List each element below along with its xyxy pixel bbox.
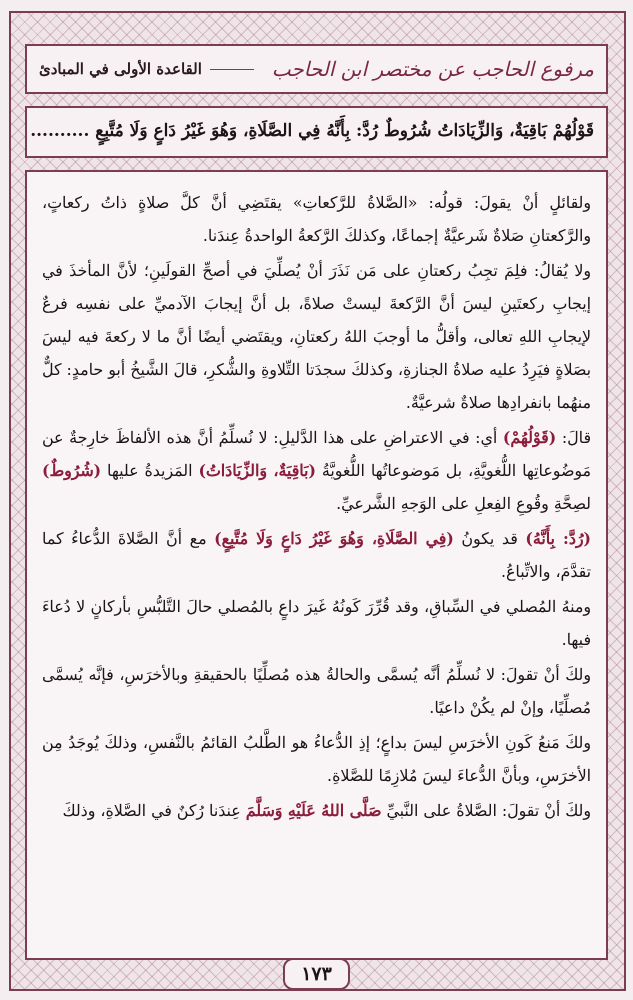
paragraph <box>42 186 591 252</box>
paragraph-text: عِندَنا رُكنٌ في الصَّلاةِ، وذلكَ <box>62 801 246 820</box>
quoted-matn-text: (شُرُوطٌ) <box>42 461 102 480</box>
paragraph-text: أي: في الاعتراضِ على هذا الدَّليلِ: لا نُسلِّمُ أنَّ هذه الألفاظَ خارِجةٌ عن مَوضُوعاتِها اللُّغويَّةِ، بل مَوضوعاتُها اللُّغويَّةُ <box>42 428 591 480</box>
running-header <box>25 44 608 94</box>
section-title: القاعدة الأولى في المبادئ <box>39 60 202 78</box>
paragraph-text: قد يكونُ <box>453 529 526 548</box>
quoted-matn-text: (بَاقِيَةٌ، وَالزِّيَادَاتُ) <box>198 461 316 480</box>
matn-text-box: قَوْلُهُمْ بَاقِيَةٌ، وَالزِّيَادَاتُ شُرُوطٌ رُدَّ: بِأَنَّهُ فِي الصَّلَاةِ، وَهُوَ غَيْرُ دَاعٍ وَلَا مُتَّبِعٍ .......... <box>25 106 608 158</box>
paragraph-text: لصِحَّةِ وقُوعِ الفِعلِ على الوَجهِ الشَّرعيِّ. <box>336 494 591 513</box>
commentary-body <box>25 170 608 960</box>
paragraph-text: المَزيدةُ عليها <box>101 461 199 480</box>
paragraph <box>42 421 591 520</box>
page-number: ١٧٣ <box>283 958 350 990</box>
quoted-matn-text: (رُدَّ: بِأَنَّهُ) <box>525 529 591 548</box>
paragraph <box>42 590 591 656</box>
paragraph <box>42 658 591 724</box>
paragraph-text: ولكَ مَنعُ كَونِ الأخرَسِ ليسَ بداعٍ؛ إذِ الدُّعاءُ هو الطَّلبُ القائمُ بالنَّفسِ، وذلكَ يُوجَدُ مِن الأخرَسِ، وبأنَّ الدُّعاءَ ليسَ مُلازِمًا للصَّلاةِ. <box>42 733 591 785</box>
paragraph <box>42 726 591 792</box>
paragraph <box>42 254 591 419</box>
paragraph-text: ولكَ أنْ تقولَ: الصَّلاةُ على النَّبيِّ <box>381 801 591 820</box>
page-number-wrap <box>0 958 633 990</box>
quoted-matn-text: صَلَّى اللهُ عَلَيْهِ وَسَلَّمَ <box>245 801 382 820</box>
paragraph-text: ولا يُقالُ: فلِمَ تجِبُ ركعتانِ على مَن نَذَرَ أنْ يُصلِّيَ في أصحِّ القولَينِ؛ لأنَّ المأخذَ في إيجابِ ركعتَينِ ليسَ أنَّ الرَّكعةَ ليستْ صلاةً، بل أنَّ إيجابَ الآدميِّ على نفسِه فرعٌ لإيجابِ اللهِ تعالى، وأقلُّ ما أوجبَ اللهُ ركعتانِ، ويقتَضي أيضًا أنَّ ما لا ركعةَ فيه ليسَ بصَلاةٍ فيَرِدُ عليه صلاةُ الجنازةِ، وكذلكَ سجدَتا التِّلاوةِ والشُّكرِ، قالَ الشَّيخُ أبو حامدٍ: كلٌّ منهُما بانفرادِها صلاةٌ شرعيَّةٌ. <box>42 261 591 412</box>
paragraph-text: مع أنَّ الصَّلاةَ الدُّعاءُ كما تقدَّمَ، والاتِّباعُ. <box>42 529 591 581</box>
paragraph-text: ومنهُ المُصلي في السِّباقِ، وقد قُرِّرَ كَونُهُ غَيرَ داعٍ بالمُصلي حالَ التَّلبُّسِ بأركانٍ لا دُعاءَ فيها. <box>42 597 591 649</box>
quoted-matn-text: (قَوْلُهُمْ) <box>502 428 557 447</box>
quoted-matn-text: (فِي الصَّلَاةِ، وَهُوَ غَيْرُ دَاعٍ وَلَا مُتَّبِعٍ) <box>214 529 454 548</box>
header-rule <box>210 69 254 70</box>
paragraph <box>42 794 591 827</box>
paragraph <box>42 522 591 588</box>
paragraph-text: قالَ: <box>556 428 592 447</box>
paragraph-text: ولكَ أنْ تقولَ: لا نُسلِّمُ أنَّه يُسمَّى والحالةُ هذه مُصلِّيًا بالحقيقةِ وبالأخرَسِ، فإنَّه يُسمَّى مُصلِّيًا، وإنْ لم يكُنْ داعيًا. <box>42 665 591 717</box>
book-title-logo: مرفوع الحاجب عن مختصر ابن الحاجب <box>271 57 594 81</box>
paragraph-text: ولقائلٍ أنْ يقولَ: قولُه: «الصَّلاةُ للرَّكعاتِ» يقتَضِي أنَّ كلَّ صلاةٍ ذاتُ ركعاتٍ، والرَّكعتانِ صَلاةٌ شَرعيَّةٌ إجماعًا، وكذلكَ الرَّكعةُ الواحدةُ عِندَنا. <box>42 193 591 245</box>
